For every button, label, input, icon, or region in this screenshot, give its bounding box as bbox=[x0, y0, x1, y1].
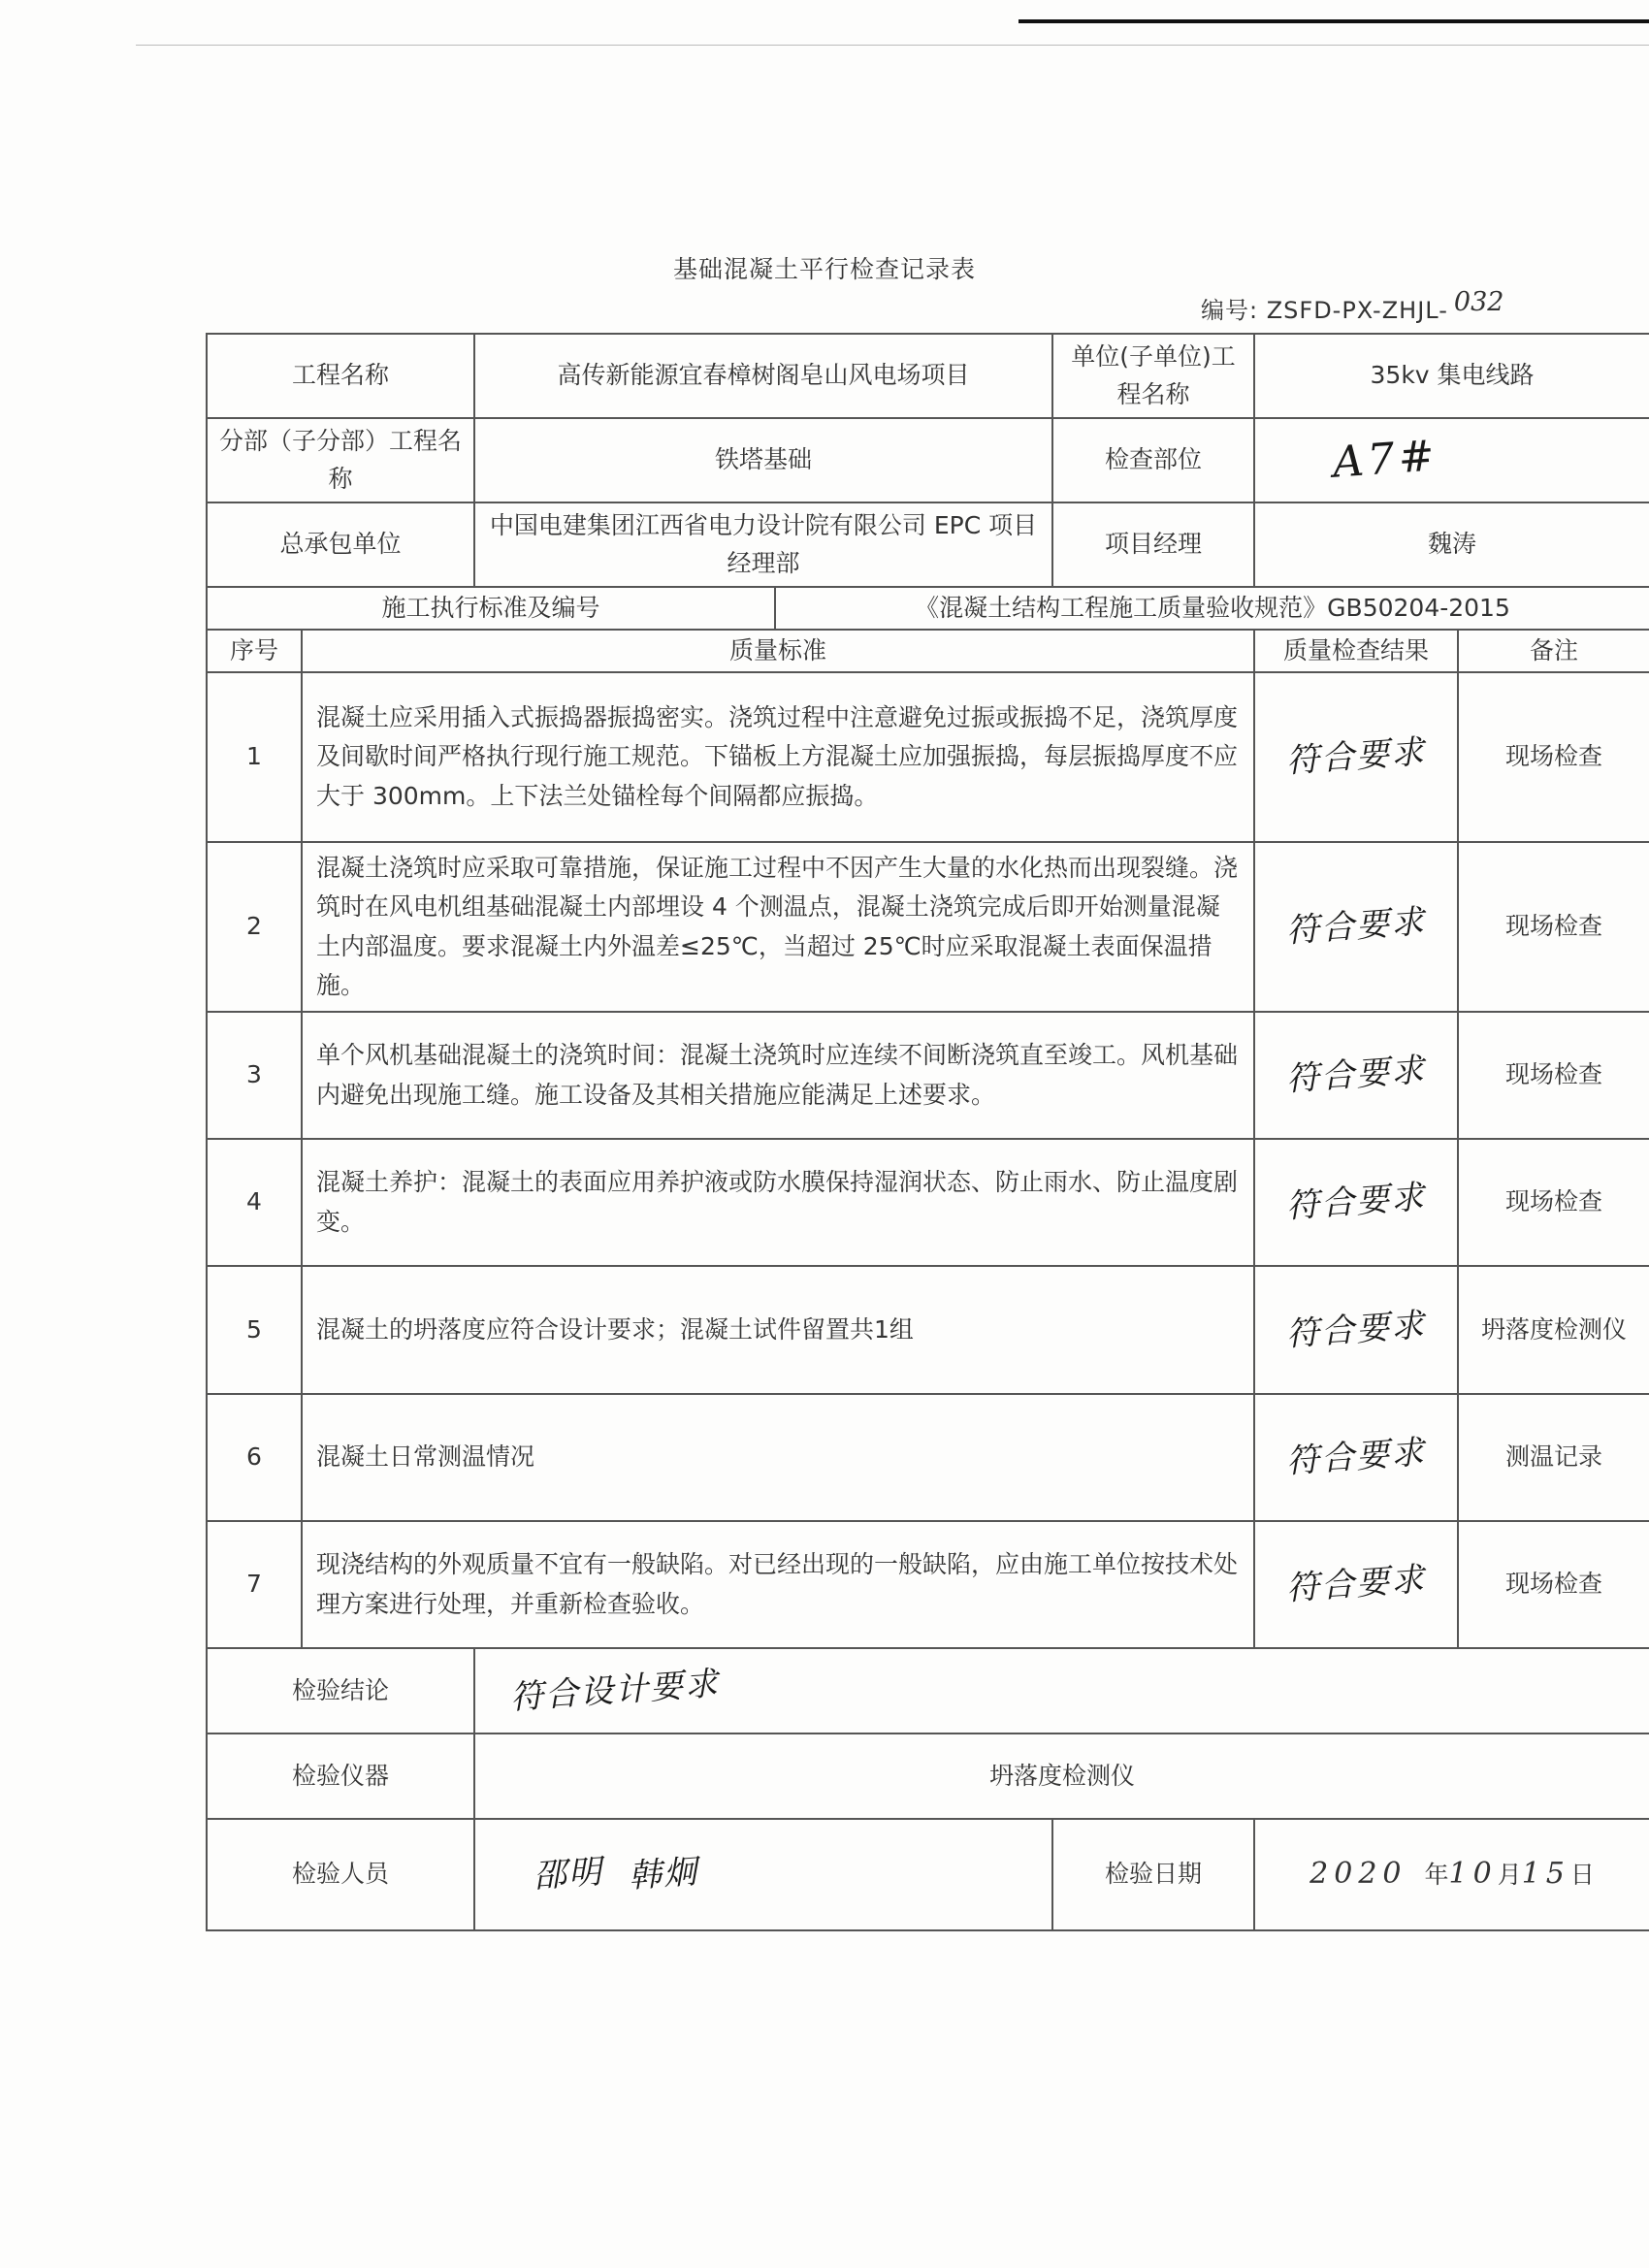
date-day: 15 bbox=[1521, 1857, 1570, 1892]
row-result-handwritten: 符合要求 bbox=[1284, 902, 1428, 952]
row-standard: 单个风机基础混凝土的浇筑时间：混凝土浇筑时应连续不间断浇筑直至竣工。风机基础内避免出现施工缝。施工设备及其相关措施应能满足上述要求。 bbox=[302, 1012, 1254, 1139]
date-month-unit: 月 bbox=[1497, 1861, 1522, 1890]
unit-value: 35kv 集电线路 bbox=[1254, 334, 1649, 418]
date-year-unit: 年 bbox=[1424, 1861, 1449, 1890]
inspector-signature-1: 邵明 bbox=[532, 1852, 605, 1896]
row-no: 3 bbox=[207, 1012, 302, 1139]
row-remark: 测温记录 bbox=[1458, 1394, 1649, 1521]
project-name-label: 工程名称 bbox=[207, 334, 474, 418]
row-result-handwritten: 符合要求 bbox=[1284, 732, 1428, 782]
table-row bbox=[207, 672, 1649, 842]
standard-value: 《混凝土结构工程施工质量验收规范》GB50204-2015 bbox=[775, 587, 1649, 630]
project-name-value: 高传新能源宜春樟树阁皂山风电场项目 bbox=[474, 334, 1052, 418]
row-remark: 现场检查 bbox=[1458, 672, 1649, 842]
row-no: 2 bbox=[207, 842, 302, 1012]
date-month: 10 bbox=[1448, 1857, 1498, 1892]
column-header-row bbox=[207, 630, 1649, 672]
instrument-label: 检验仪器 bbox=[207, 1733, 474, 1819]
col-header-no: 序号 bbox=[207, 630, 302, 672]
row-remark: 坍落度检测仪 bbox=[1458, 1266, 1649, 1394]
division-label: 分部（子分部）工程名称 bbox=[207, 418, 474, 502]
info-row-project bbox=[207, 334, 1649, 418]
row-result bbox=[1254, 672, 1458, 842]
table-row bbox=[207, 1012, 1649, 1139]
row-result bbox=[1254, 1012, 1458, 1139]
row-no: 7 bbox=[207, 1521, 302, 1648]
inspector-signatures bbox=[474, 1819, 1052, 1930]
inspection-form-table bbox=[206, 333, 1649, 1931]
row-standard: 混凝土日常测温情况 bbox=[302, 1394, 1254, 1521]
contractor-label: 总承包单位 bbox=[207, 502, 474, 587]
inspection-date bbox=[1254, 1819, 1649, 1930]
inspect-part-handwritten: A7# bbox=[1331, 431, 1440, 489]
inspector-signature-2: 韩炯 bbox=[627, 1852, 700, 1896]
standard-label: 施工执行标准及编号 bbox=[207, 587, 775, 630]
col-header-result: 质量检查结果 bbox=[1254, 630, 1458, 672]
row-no: 4 bbox=[207, 1139, 302, 1266]
inspector-label: 检验人员 bbox=[207, 1819, 474, 1930]
instrument-value: 坍落度检测仪 bbox=[474, 1733, 1649, 1819]
row-result-handwritten: 符合要求 bbox=[1284, 1051, 1428, 1100]
row-standard: 混凝土浇筑时应采取可靠措施，保证施工过程中不因产生大量的水化热而出现裂缝。浇筑时在风电机组基础混凝土内部埋设 4 个测温点，混凝土浇筑完成后即开始测量混凝土内部温度。要求混凝土内外温差≤25℃，当超过 25℃时应采取混凝土表面保温措施。 bbox=[302, 842, 1254, 1012]
conclusion-row bbox=[207, 1648, 1649, 1733]
conclusion-value bbox=[474, 1648, 1649, 1733]
date-year: 2020 bbox=[1310, 1857, 1407, 1892]
conclusion-handwritten: 符合设计要求 bbox=[508, 1664, 722, 1718]
row-result-handwritten: 符合要求 bbox=[1284, 1305, 1428, 1354]
col-header-remark: 备注 bbox=[1458, 630, 1649, 672]
code-label: 编号: ZSFD-PX-ZHJL- bbox=[1201, 297, 1448, 324]
manager-value: 魏涛 bbox=[1254, 502, 1649, 587]
document-code bbox=[1201, 287, 1504, 325]
row-standard: 混凝土的坍落度应符合设计要求；混凝土试件留置共1组 bbox=[302, 1266, 1254, 1394]
row-standard: 现浇结构的外观质量不宜有一般缺陷。对已经出现的一般缺陷，应由施工单位按技术处理方案进行处理，并重新检查验收。 bbox=[302, 1521, 1254, 1648]
table-row bbox=[207, 1266, 1649, 1394]
scan-faint-line bbox=[136, 45, 1649, 46]
row-standard: 混凝土应采用插入式振捣器振捣密实。浇筑过程中注意避免过振或振捣不足，浇筑厚度及间歇时间严格执行现行施工规范。下锚板上方混凝土应加强振捣，每层振捣厚度不应大于 300mm。上下法兰处锚栓每个间隔都应振捣。 bbox=[302, 672, 1254, 842]
unit-label: 单位(子单位)工程名称 bbox=[1052, 334, 1254, 418]
instrument-row bbox=[207, 1733, 1649, 1819]
conclusion-label: 检验结论 bbox=[207, 1648, 474, 1733]
row-remark: 现场检查 bbox=[1458, 1139, 1649, 1266]
info-row-division bbox=[207, 418, 1649, 502]
table-row bbox=[207, 842, 1649, 1012]
row-result bbox=[1254, 1394, 1458, 1521]
date-label: 检验日期 bbox=[1052, 1819, 1254, 1930]
row-result-handwritten: 符合要求 bbox=[1284, 1178, 1428, 1227]
document-title: 基础混凝土平行检查记录表 bbox=[672, 255, 976, 283]
row-result-handwritten: 符合要求 bbox=[1284, 1433, 1428, 1482]
date-day-unit: 日 bbox=[1569, 1861, 1595, 1890]
row-standard: 混凝土养护：混凝土的表面应用养护液或防水膜保持湿润状态、防止雨水、防止温度剧变。 bbox=[302, 1139, 1254, 1266]
scan-edge-line bbox=[1018, 19, 1649, 23]
info-row-contractor bbox=[207, 502, 1649, 587]
inspector-row bbox=[207, 1819, 1649, 1930]
division-value: 铁塔基础 bbox=[474, 418, 1052, 502]
contractor-value: 中国电建集团江西省电力设计院有限公司 EPC 项目经理部 bbox=[474, 502, 1052, 587]
row-remark: 现场检查 bbox=[1458, 1521, 1649, 1648]
table-row bbox=[207, 1139, 1649, 1266]
row-result-handwritten: 符合要求 bbox=[1284, 1560, 1428, 1609]
code-handwritten: 032 bbox=[1453, 287, 1504, 317]
col-header-standard: 质量标准 bbox=[302, 630, 1254, 672]
row-result bbox=[1254, 1139, 1458, 1266]
row-no: 6 bbox=[207, 1394, 302, 1521]
table-row bbox=[207, 1394, 1649, 1521]
row-no: 1 bbox=[207, 672, 302, 842]
manager-label: 项目经理 bbox=[1052, 502, 1254, 587]
row-result bbox=[1254, 842, 1458, 1012]
row-no: 5 bbox=[207, 1266, 302, 1394]
inspect-part-value bbox=[1254, 418, 1649, 502]
inspect-part-label: 检查部位 bbox=[1052, 418, 1254, 502]
info-row-standard bbox=[207, 587, 1649, 630]
table-row bbox=[207, 1521, 1649, 1648]
row-remark: 现场检查 bbox=[1458, 842, 1649, 1012]
row-result bbox=[1254, 1266, 1458, 1394]
row-result bbox=[1254, 1521, 1458, 1648]
row-remark: 现场检查 bbox=[1458, 1012, 1649, 1139]
